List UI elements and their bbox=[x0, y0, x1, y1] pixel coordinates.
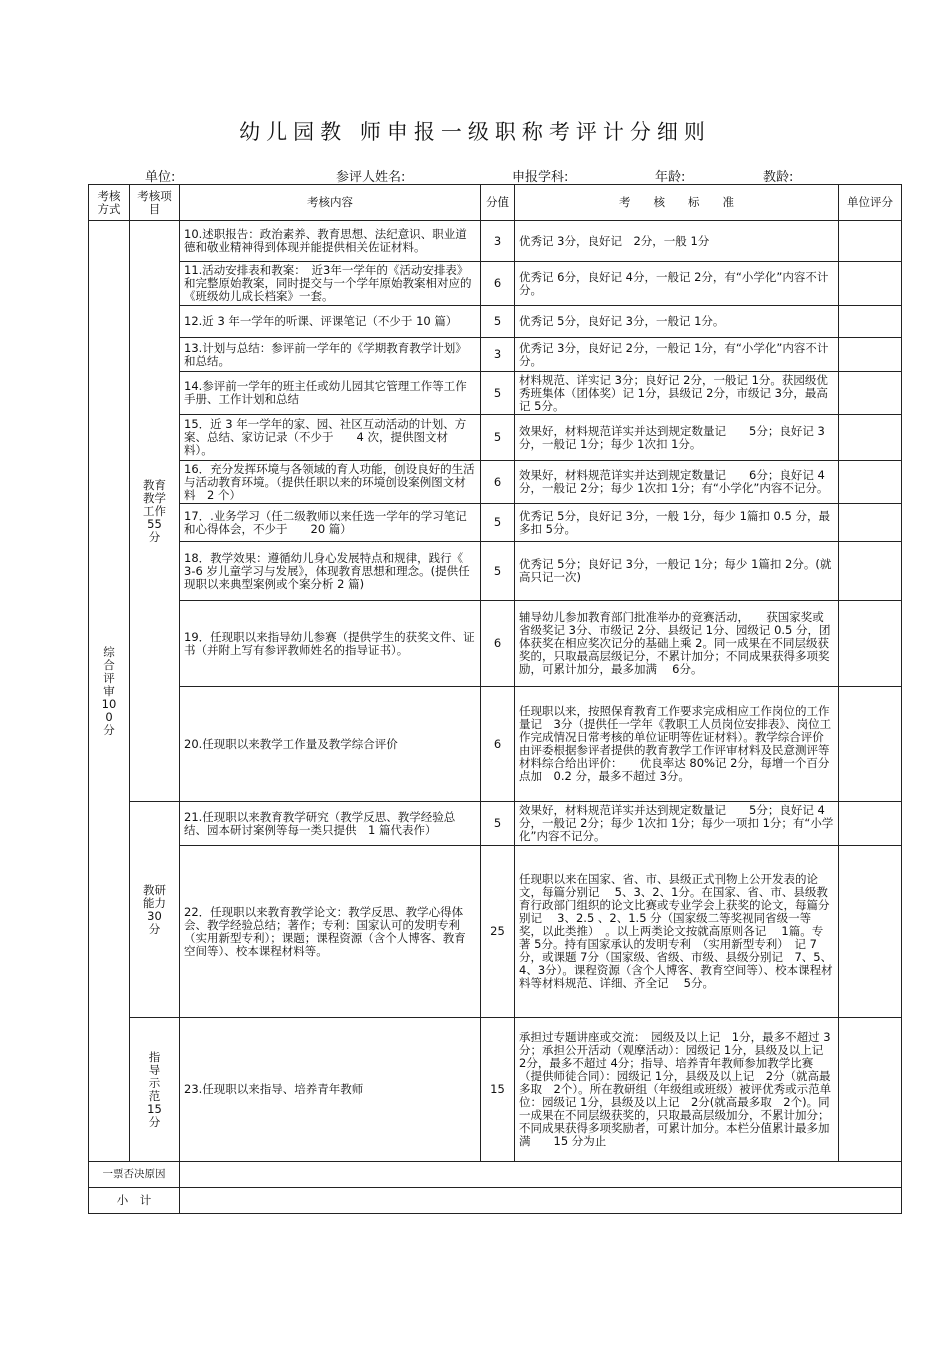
row-content: 13.计划与总结：参评前一学年的《学期教育教学计划》和总结。 bbox=[180, 338, 481, 372]
subtotal-input[interactable] bbox=[180, 1188, 902, 1214]
header-standard: 考 核 标 准 bbox=[515, 185, 839, 221]
row-standard: 任现职以来，按照保育教育工作要求完成相应工作岗位的工作量记 3分（提供任一学年《教职工人员岗位安排表》、岗位工作完成情况日常考核的单位证明等佐证材料）。教学综合评价由评委根据参评者提供的教育教学工作评审材料及民意测评等材料综合给出评价： 优良率达 80%记 2分，每增一个百分点加 0.2 分，最多不超过 3分。 bbox=[515, 687, 839, 802]
row-content: 21.任现职以来教育教学研究（教学反思、教学经验总结、园本研讨案例等每一类只提供 1 篇代表作） bbox=[180, 802, 481, 846]
unit-score-input[interactable] bbox=[839, 802, 902, 846]
row-standard: 优秀记 5分；良好记 3分，一般记 1分；每少 1篇扣 2分。(就高只记一次) bbox=[515, 542, 839, 601]
row-score: 3 bbox=[481, 221, 515, 262]
row-score: 15 bbox=[481, 1018, 515, 1162]
unit-score-input[interactable] bbox=[839, 461, 902, 504]
table-row bbox=[89, 601, 902, 687]
unit-score-input[interactable] bbox=[839, 542, 902, 601]
row-score: 5 bbox=[481, 415, 515, 461]
table-row bbox=[89, 306, 902, 338]
table-row bbox=[89, 687, 902, 802]
subject-label: 申报学科: bbox=[512, 170, 569, 185]
row-content: 17．.业务学习（任二级教师以来任选一学年的学习笔记和心得体会，不少于 20 篇） bbox=[180, 504, 481, 542]
table-row bbox=[89, 461, 902, 504]
unit-score-input[interactable] bbox=[839, 1018, 902, 1162]
table-row bbox=[89, 542, 902, 601]
row-content: 12.近 3 年一学年的听课、评课笔记（不少于 10 篇） bbox=[180, 306, 481, 338]
unit-label: 单位: bbox=[145, 170, 176, 185]
row-standard: 辅导幼儿参加教育部门批准举办的竞赛活动， 获国家奖或省级奖记 3分、市级记 2分、县级记 1分、园级记 0.5 分，团体获奖在相应奖次记分的基础上乘 2。同一成果在不同层级获奖的，只取最高层级记分，不累计加分；不同成果获得多项奖励，可累计加分，最多加满 6分。 bbox=[515, 601, 839, 687]
row-score: 3 bbox=[481, 338, 515, 372]
row-content: 22．任现职以来教育教学论文：教学反思、教学心得体会、教学经验总结；著作；专利：国家认可的发明专利（实用新型专利）；课题；课程资源（含个人博客、教育空间等）、校本课程材料等。 bbox=[180, 846, 481, 1018]
row-standard: 效果好，材料规范详实并达到规定数量记 6分；良好记 4分，一般记 2分；每少 1次扣 1分；有“小学化”内容不记分。 bbox=[515, 461, 839, 504]
row-content: 15．近 3 年一学年的家、园、社区互动活动的计划、方案、总结、家访记录（不少于 4 次，提供图文材料）。 bbox=[180, 415, 481, 461]
group-research-cell: 教研能力30分 bbox=[130, 802, 180, 1018]
document-title: 幼儿园教 师申报一级职称考评计分细则 bbox=[239, 120, 711, 144]
row-standard: 承担过专题讲座或交流： 园级及以上记 1分，最多不超过 3分；承担公开活动（观摩活动）：园级记 1分，县级及以上记 2分，最多不超过 4分；指导、培养青年教师参加教学比赛（提供师徒合同）：园级记 1分，县级及以上记 2分（就高最多取 2个）。所在教研组（年级组或班级）被评优秀或示范单位：园级记 1分，县级及以上记 2分(就高最多取 2个)。同一成果在不同层级获奖的，只取最高层级加分，不累计加分；不同成果获得多项奖励者，可累计加分。本栏分值累计最多加满 15 分为止 bbox=[515, 1018, 839, 1162]
table-row bbox=[89, 338, 902, 372]
row-standard: 材料规范、详实记 3分；良好记 2分，一般记 1分。获园级优秀班集体（团体奖）记 1分，县级记 2分，市级记 3分，最高记 5分。 bbox=[515, 372, 839, 415]
table-row bbox=[89, 1018, 902, 1162]
row-score: 6 bbox=[481, 461, 515, 504]
unit-score-input[interactable] bbox=[839, 846, 902, 1018]
row-standard: 优秀记 5分，良好记 3分，一般记 1分。 bbox=[515, 306, 839, 338]
row-score: 25 bbox=[481, 846, 515, 1018]
row-standard: 优秀记 5分，良好记 3分，一般 1分，每少 1篇扣 0.5 分，最多扣 5分。 bbox=[515, 504, 839, 542]
row-score: 5 bbox=[481, 802, 515, 846]
row-score: 5 bbox=[481, 542, 515, 601]
row-standard: 优秀记 6分，良好记 4分，一般记 2分，有“小学化”内容不计分。 bbox=[515, 262, 839, 306]
group-teaching-cell: 教育教学工作55分 bbox=[130, 221, 180, 802]
unit-score-input[interactable] bbox=[839, 306, 902, 338]
row-standard: 效果好，材料规范详实并达到规定数量记 5分；良好记 3分，一般记 1分；每少 1次扣 1分。 bbox=[515, 415, 839, 461]
row-score: 5 bbox=[481, 372, 515, 415]
table-row bbox=[89, 262, 902, 306]
row-content: 16．充分发挥环境与各领域的育人功能，创设良好的生活与活动教育环境。（提供任职以来的环境创设案例图文材料 2 个） bbox=[180, 461, 481, 504]
row-score: 5 bbox=[481, 504, 515, 542]
teaching-age-label: 教龄: bbox=[763, 170, 794, 185]
scoring-table bbox=[88, 184, 902, 1214]
row-score: 6 bbox=[481, 601, 515, 687]
row-standard: 任现职以来在国家、省、市、县级正式刊物上公开发表的论文，每篇分别记 5、3、2、1分。在国家、省、市、县级教育行政部门组织的论文比赛或专业学会上获奖的论文，每篇分别记 3、2.5 、2、1.5 分（国家级二等奖视同省级一等奖，以此类推） 。以上两类论文按就高原则各记 1篇。专著 5分。持有国家承认的发明专利 （实用新型专利） 记 7分，或课题 7分（国家级、省级、市级、县级分别记 7、5、4、3分）。课程资源（含个人博客、教育空间等）、校本课程材料等材料规范、详细、齐全记 5分。 bbox=[515, 846, 839, 1018]
group-guidance-cell: 指导示范15分 bbox=[130, 1018, 180, 1162]
subtotal-row bbox=[89, 1188, 902, 1214]
unit-score-input[interactable] bbox=[839, 504, 902, 542]
age-label: 年龄: bbox=[655, 170, 686, 185]
table-row bbox=[89, 802, 902, 846]
row-content: 11.活动安排表和教案： 近3年一学年的《活动安排表》和完整原始教案，同时提交与一个学年原始教案相对应的《班级幼儿成长档案》一套。 bbox=[180, 262, 481, 306]
table-row bbox=[89, 221, 902, 262]
row-score: 6 bbox=[481, 262, 515, 306]
method-cell: 综合评审100分 bbox=[89, 221, 130, 1162]
row-score: 6 bbox=[481, 687, 515, 802]
table-row bbox=[89, 372, 902, 415]
row-content: 19．任现职以来指导幼儿参赛（提供学生的获奖文件、证书（并附上写有参评教师姓名的指导证书）。 bbox=[180, 601, 481, 687]
unit-score-input[interactable] bbox=[839, 601, 902, 687]
unit-score-input[interactable] bbox=[839, 262, 902, 306]
row-standard: 效果好，材料规范详实并达到规定数量记 5分；良好记 4分，一般记 2分；每少 1次扣 1分；每少一项扣 1分；有“小学化”内容不记分。 bbox=[515, 802, 839, 846]
name-label: 参评人姓名: bbox=[336, 170, 406, 185]
table-row bbox=[89, 504, 902, 542]
row-standard: 优秀记 3分，良好记 2分，一般 1分 bbox=[515, 221, 839, 262]
header-content: 考核内容 bbox=[180, 185, 481, 221]
header-method: 考核方式 bbox=[89, 185, 130, 221]
veto-row bbox=[89, 1162, 902, 1188]
row-content: 20.任现职以来教学工作量及教学综合评价 bbox=[180, 687, 481, 802]
unit-score-input[interactable] bbox=[839, 415, 902, 461]
header-unit-score: 单位评分 bbox=[839, 185, 902, 221]
subtotal-label: 小 计 bbox=[89, 1188, 180, 1214]
table-row bbox=[89, 846, 902, 1018]
row-content: 18．教学效果：遵循幼儿身心发展特点和规律，践行《 3-6 岁儿童学习与发展》，体现教育思想和理念。(提供任现职以来典型案例或个案分析 2 篇) bbox=[180, 542, 481, 601]
row-content: 10.述职报告：政治素养、教育思想、法纪意识、职业道德和敬业精神得到体现并能提供相关佐证材料。 bbox=[180, 221, 481, 262]
unit-score-input[interactable] bbox=[839, 221, 902, 262]
veto-input[interactable] bbox=[180, 1162, 902, 1188]
unit-score-input[interactable] bbox=[839, 372, 902, 415]
header-item: 考核项目 bbox=[130, 185, 180, 221]
row-score: 5 bbox=[481, 306, 515, 338]
row-standard: 优秀记 3分，良好记 2分，一般记 1分，有“小学化”内容不计分。 bbox=[515, 338, 839, 372]
header-row bbox=[89, 185, 902, 221]
header-score: 分值 bbox=[481, 185, 515, 221]
veto-label: 一票否决原因 bbox=[89, 1162, 180, 1188]
unit-score-input[interactable] bbox=[839, 338, 902, 372]
row-content: 14.参评前一学年的班主任或幼儿园其它管理工作等工作手册、工作计划和总结 bbox=[180, 372, 481, 415]
row-content: 23.任现职以来指导、培养青年教师 bbox=[180, 1018, 481, 1162]
table-row bbox=[89, 415, 902, 461]
unit-score-input[interactable] bbox=[839, 687, 902, 802]
